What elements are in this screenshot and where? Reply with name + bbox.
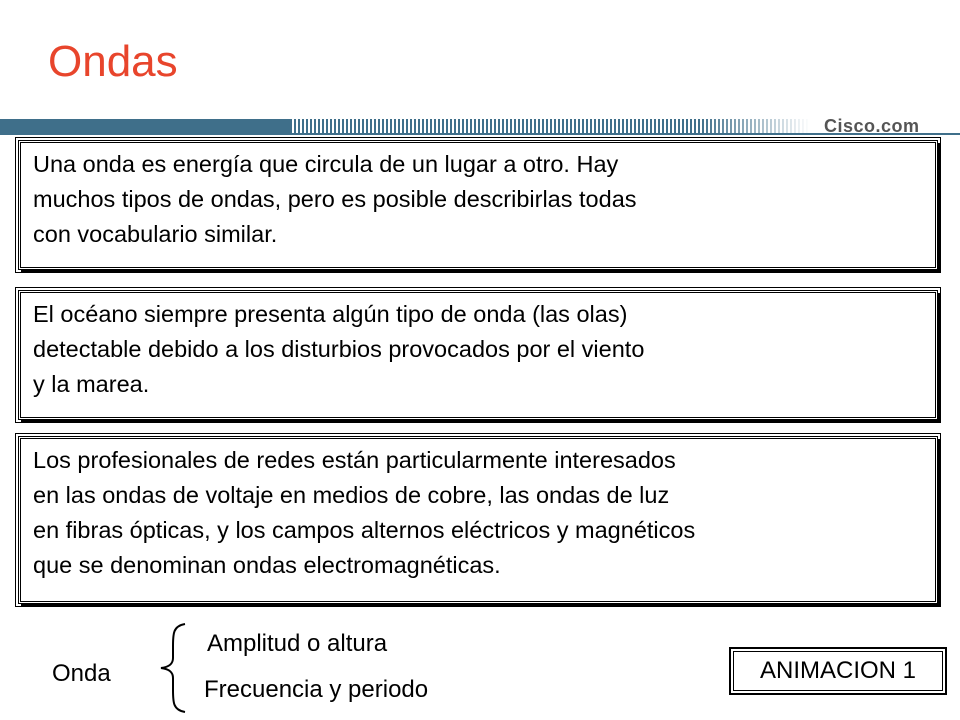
cisco-logo: Cisco.com	[824, 116, 920, 136]
paragraph-line: en las ondas de voltaje en medios de cobre, las ondas de luz	[33, 482, 670, 508]
header-bar-line	[0, 133, 960, 135]
paragraph-box-wave-definition	[18, 140, 938, 270]
paragraph-line: y la marea.	[33, 371, 150, 397]
header-bar-solid	[0, 119, 290, 133]
attribute-frequency: Frecuencia y periodo	[204, 676, 429, 703]
animation-button[interactable]: ANIMACION 1	[730, 648, 946, 694]
paragraph-line: muchos tipos de ondas, pero es posible describirlas todas	[33, 186, 637, 212]
paragraph-line: en fibras ópticas, y los campos alternos eléctricos y magnéticos	[33, 517, 696, 543]
paragraph-box-network-professionals	[18, 436, 938, 604]
paragraph-box-ocean	[18, 290, 938, 420]
curly-brace-icon	[155, 620, 191, 716]
paragraph-line: El océano siempre presenta algún tipo de onda (las olas)	[33, 301, 628, 327]
paragraph-line: Los profesionales de redes están particularmente interesados	[33, 447, 676, 473]
paragraph-line: que se denominan ondas electromagnéticas.	[33, 552, 501, 578]
paragraph-line: con vocabulario similar.	[33, 221, 278, 247]
paragraph-line: Una onda es energía que circula de un lugar a otro. Hay	[33, 151, 619, 177]
onda-label: Onda	[52, 660, 111, 687]
header-bar-fade	[700, 119, 810, 133]
paragraph-line: detectable debido a los disturbios provocados por el viento	[33, 336, 645, 362]
attribute-amplitude: Amplitud o altura	[207, 630, 388, 657]
slide-title: Ondas	[48, 37, 178, 86]
